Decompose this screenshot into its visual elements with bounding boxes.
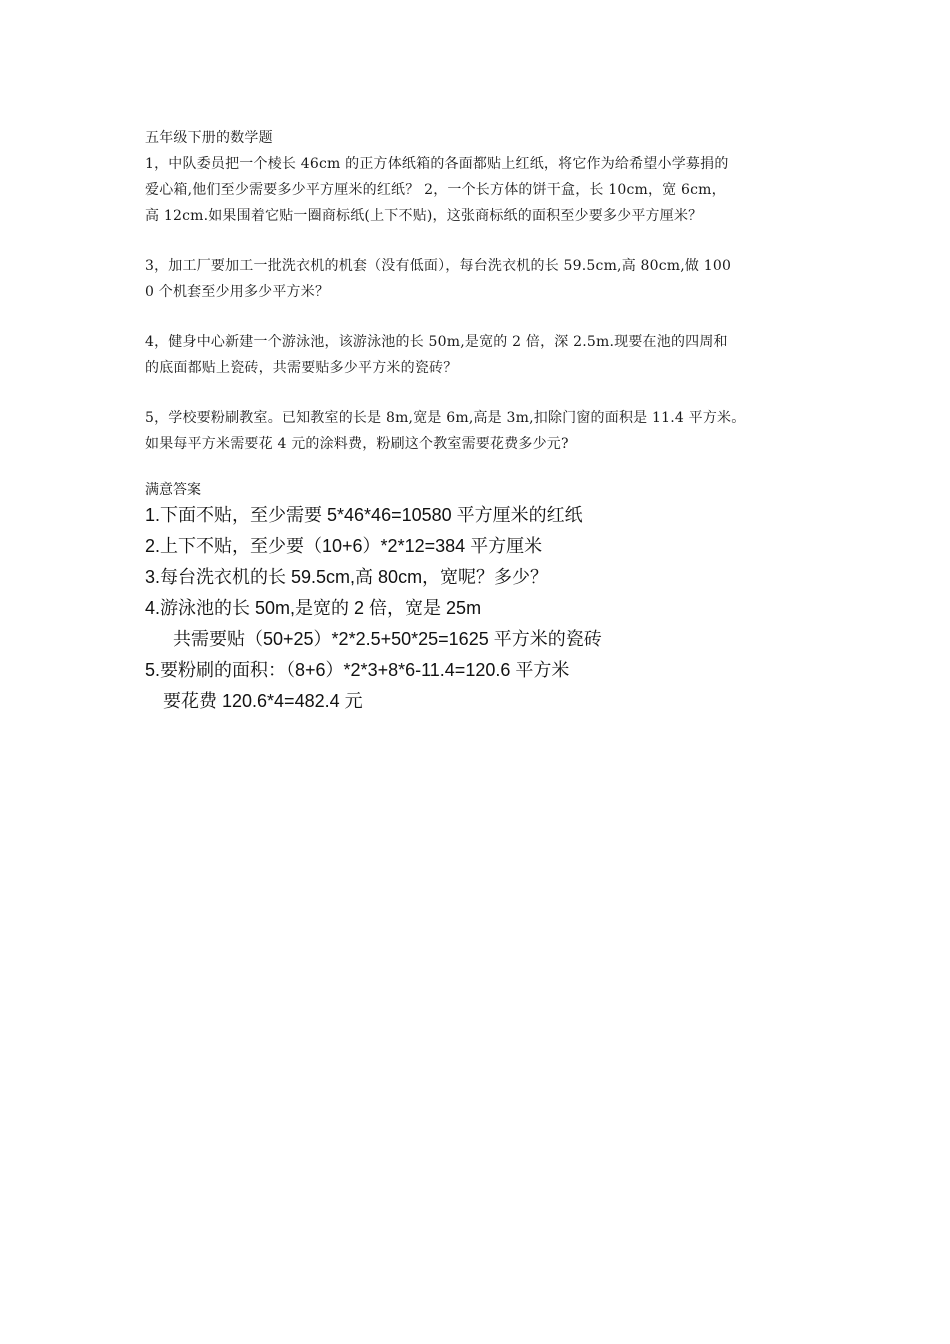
document-title: 五年级下册的数学题 (145, 130, 273, 146)
question-5-line-2: 如果每平方米需要花 4 元的涂料费，粉刷这个教室需要花费多少元? (145, 436, 569, 452)
answer-5-line-1: 5.要粉刷的面积：（8+6）*2*3+8*6-11.4=120.6 平方米 (145, 660, 570, 680)
answers-section (145, 480, 825, 717)
answer-3: 3.每台洗衣机的长 59.5cm,高 80cm，宽呢？多少？ (145, 567, 549, 587)
question-1-line-2: 爱心箱,他们至少需要多少平方厘米的红纸？ 2，一个长方体的饼干盒，长 10cm，宽 6cm， (145, 182, 726, 198)
answer-4-line-1: 4.游泳池的长 50m,是宽的 2 倍，宽是 25m (145, 598, 482, 618)
questions-section (145, 125, 825, 457)
paragraph-gap (145, 229, 825, 253)
answer-4-line-2: 共需要贴（50+25）*2*2.5+50*25=1625 平方米的瓷砖 (173, 629, 602, 649)
question-2-line: 高 12cm.如果围着它贴一圈商标纸(上下不贴)，这张商标纸的面积至少要多少平方厘米？ (145, 208, 703, 224)
question-5-line-1: 5，学校要粉刷教室。已知教室的长是 8m,宽是 6m,高是 3m,扣除门窗的面积是 11.4 平方米。 (145, 410, 746, 426)
question-1-line-1: 1，中队委员把一个棱长 46cm 的正方体纸箱的各面都贴上红纸，将它作为给希望小学募捐的 (145, 156, 729, 172)
question-3-line-2: 0 个机套至少用多少平方米？ (145, 284, 330, 300)
question-4-line-1: 4，健身中心新建一个游泳池，该游泳池的长 50m,是宽的 2 倍，深 2.5m.现要在池的四周和 (145, 334, 728, 350)
paragraph-gap (145, 305, 825, 329)
question-3-line-1: 3，加工厂要加工一批洗衣机的机套（没有低面），每台洗衣机的长 59.5cm,高 80cm,做 100 (145, 258, 732, 274)
question-4-line-2: 的底面都贴上瓷砖，共需要贴多少平方米的瓷砖？ (145, 360, 458, 376)
answer-1: 1.下面不贴，至少需要 5*46*46=10580 平方厘米的红纸 (145, 505, 583, 525)
answer-5-line-2: 要花费 120.6*4=482.4 元 (163, 691, 363, 711)
answers-title: 满意答案 (145, 482, 201, 498)
answer-2: 2.上下不贴，至少要（10+6）*2*12=384 平方厘米 (145, 536, 543, 556)
paragraph-gap (145, 381, 825, 405)
